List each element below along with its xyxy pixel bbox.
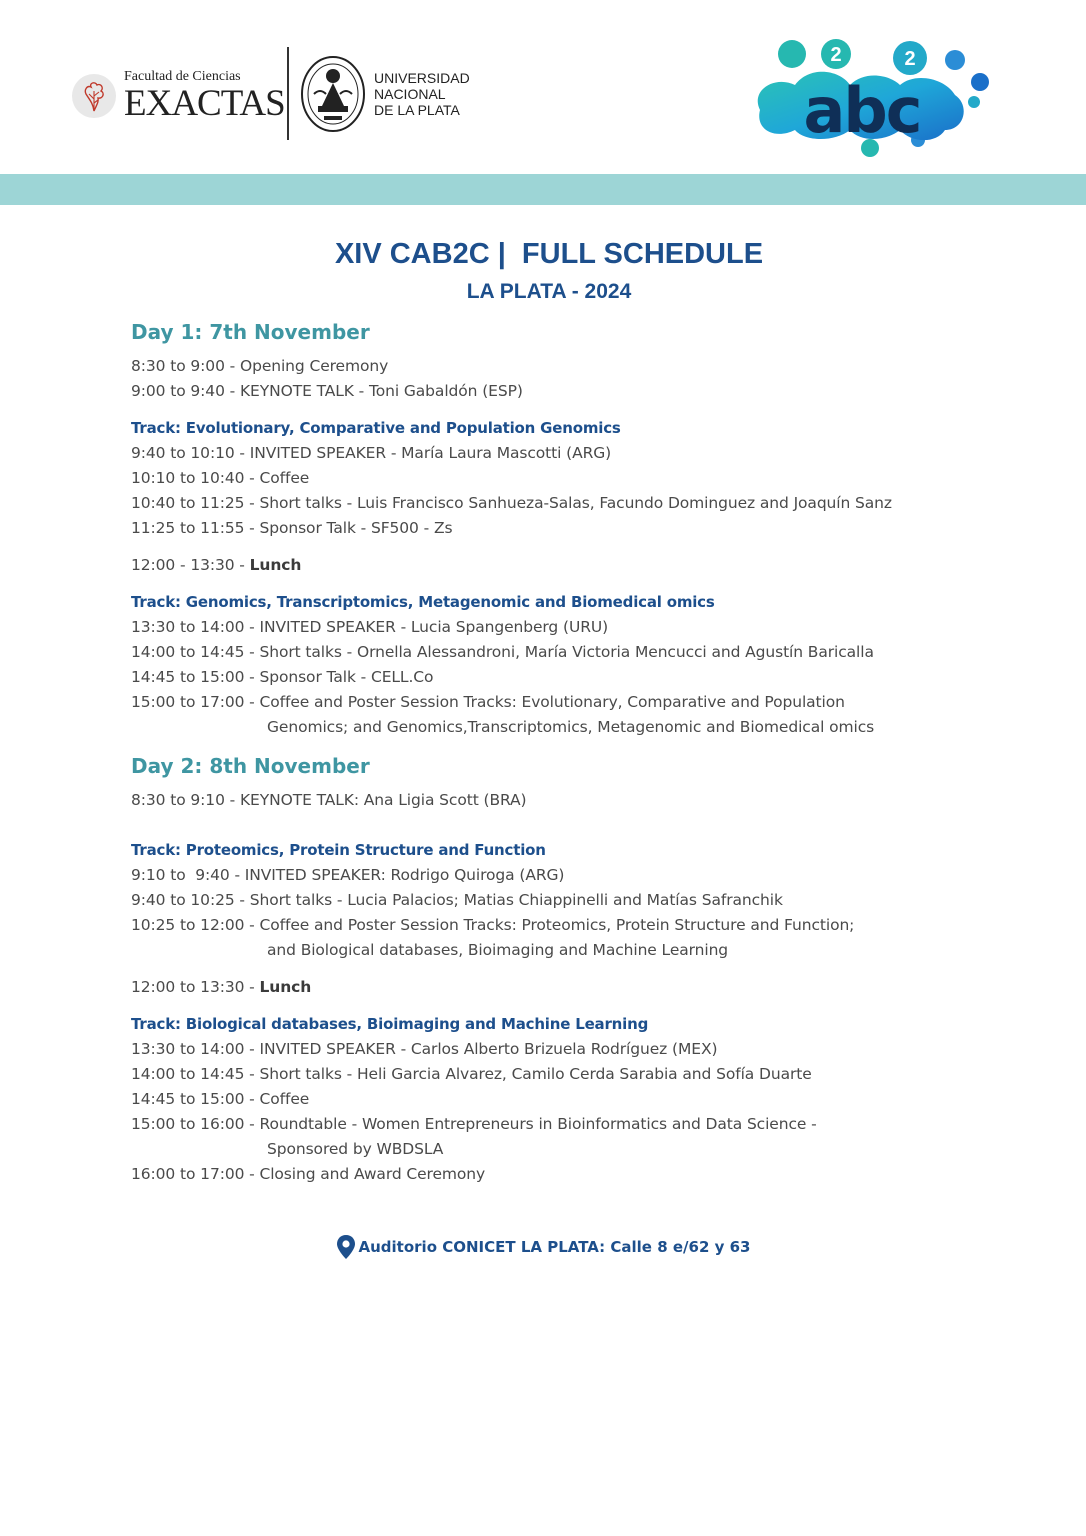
day1-heading: Day 1: 7th November (131, 320, 370, 344)
schedule-item: 14:45 to 15:00 - Coffee (131, 1090, 310, 1108)
schedule-item: 8:30 to 9:00 - Opening Ceremony (131, 357, 389, 375)
lunch-time: 12:00 - 13:30 - (131, 556, 250, 574)
schedule-item: 14:45 to 15:00 - Sponsor Talk - CELL.Co (131, 668, 434, 686)
schedule-item (131, 690, 1031, 740)
unlp-line-2: NACIONAL (374, 86, 446, 102)
exactas-name: EXACTAS (124, 83, 285, 124)
map-pin-icon (336, 1234, 356, 1260)
schedule-item: 10:10 to 10:40 - Coffee (131, 469, 310, 487)
exactas-logo (72, 70, 285, 122)
exactas-leaf-icon (72, 74, 116, 118)
schedule-item (131, 913, 1031, 963)
schedule-item: 10:40 to 11:25 - Short talks - Luis Francisco Sanhueza-Salas, Facundo Dominguez and Joaquín Sanz (131, 494, 892, 512)
poster-line-2: and Biological databases, Bioimaging and Machine Learning (267, 941, 729, 959)
schedule-item: 11:25 to 11:55 - Sponsor Talk - SF500 - Zs (131, 519, 453, 537)
schedule-item: 13:30 to 14:00 - INVITED SPEAKER - Lucia Spangenberg (URU) (131, 618, 609, 636)
unlp-logo (300, 54, 470, 134)
lunch-label: Lunch (259, 978, 312, 996)
lunch-label: Lunch (249, 556, 302, 574)
schedule-item: 14:00 to 14:45 - Short talks - Heli Garcia Alvarez, Camilo Cerda Sarabia and Sofía Duarte (131, 1065, 812, 1083)
abc-superscript-2: 2 (904, 48, 916, 70)
roundtable-line-1: 15:00 to 16:00 - Roundtable - Women Entrepreneurs in Bioinformatics and Data Science - (131, 1115, 817, 1133)
schedule-item: 9:10 to 9:40 - INVITED SPEAKER: Rodrigo Quiroga (ARG) (131, 866, 565, 884)
day2-heading: Day 2: 8th November (131, 754, 370, 778)
abc-superscript-1: 2 (830, 44, 842, 66)
day1-track1-heading: Track: Evolutionary, Comparative and Population Genomics (131, 419, 621, 437)
poster-line-1: 15:00 to 17:00 - Coffee and Poster Session Tracks: Evolutionary, Comparative and Population (131, 693, 845, 711)
unlp-line-1: UNIVERSIDAD (374, 70, 470, 86)
header-band (0, 174, 1086, 205)
schedule-item: 9:40 to 10:25 - Short talks - Lucia Palacios; Matias Chiappinelli and Matías Safranchik (131, 891, 783, 909)
schedule-item: 13:30 to 14:00 - INVITED SPEAKER - Carlos Alberto Brizuela Rodríguez (MEX) (131, 1040, 718, 1058)
poster-line-1: 10:25 to 12:00 - Coffee and Poster Session Tracks: Proteomics, Protein Structure and Function; (131, 916, 855, 934)
schedule-item: 9:40 to 10:10 - INVITED SPEAKER - María Laura Mascotti (ARG) (131, 444, 612, 462)
lunch-time: 12:00 to 13:30 - (131, 978, 260, 996)
roundtable-line-2: Sponsored by WBDSLA (267, 1140, 444, 1158)
poster-line-2: Genomics; and Genomics,Transcriptomics, Metagenomic and Biomedical omics (267, 718, 875, 736)
page-subtitle: LA PLATA - 2024 (466, 280, 632, 303)
page-title: XIV CAB2C | FULL SCHEDULE (334, 238, 764, 270)
schedule-item: 16:00 to 17:00 - Closing and Award Ceremony (131, 1165, 486, 1183)
abc-logo (750, 30, 995, 160)
schedule-item: 9:00 to 9:40 - KEYNOTE TALK - Toni Gabaldón (ESP) (131, 382, 523, 400)
day2-lunch (131, 975, 1031, 1000)
logo-divider (287, 47, 289, 140)
schedule-item (131, 1112, 1031, 1162)
page-header (0, 0, 1086, 175)
venue-text: Auditorio CONICET LA PLATA: Calle 8 e/62 y 63 (358, 1238, 751, 1256)
unlp-seal-icon (300, 54, 366, 134)
abc-letters: abc (803, 74, 921, 147)
day2-track1-heading: Track: Proteomics, Protein Structure and Function (131, 841, 546, 859)
schedule-item: 8:30 to 9:10 - KEYNOTE TALK: Ana Ligia Scott (BRA) (131, 791, 527, 809)
venue-location (0, 1234, 1086, 1260)
schedule-item: 14:00 to 14:45 - Short talks - Ornella Alessandroni, María Victoria Mencucci and Agustín Baricalla (131, 643, 874, 661)
schedule (131, 318, 1031, 1187)
day1-lunch (131, 553, 1031, 578)
unlp-line-3: DE LA PLATA (374, 102, 460, 118)
exactas-faculty-label: Facultad de Ciencias (124, 69, 241, 84)
day2-track2-heading: Track: Biological databases, Bioimaging and Machine Learning (131, 1015, 649, 1033)
day1-track2-heading: Track: Genomics, Transcriptomics, Metagenomic and Biomedical omics (131, 593, 715, 611)
